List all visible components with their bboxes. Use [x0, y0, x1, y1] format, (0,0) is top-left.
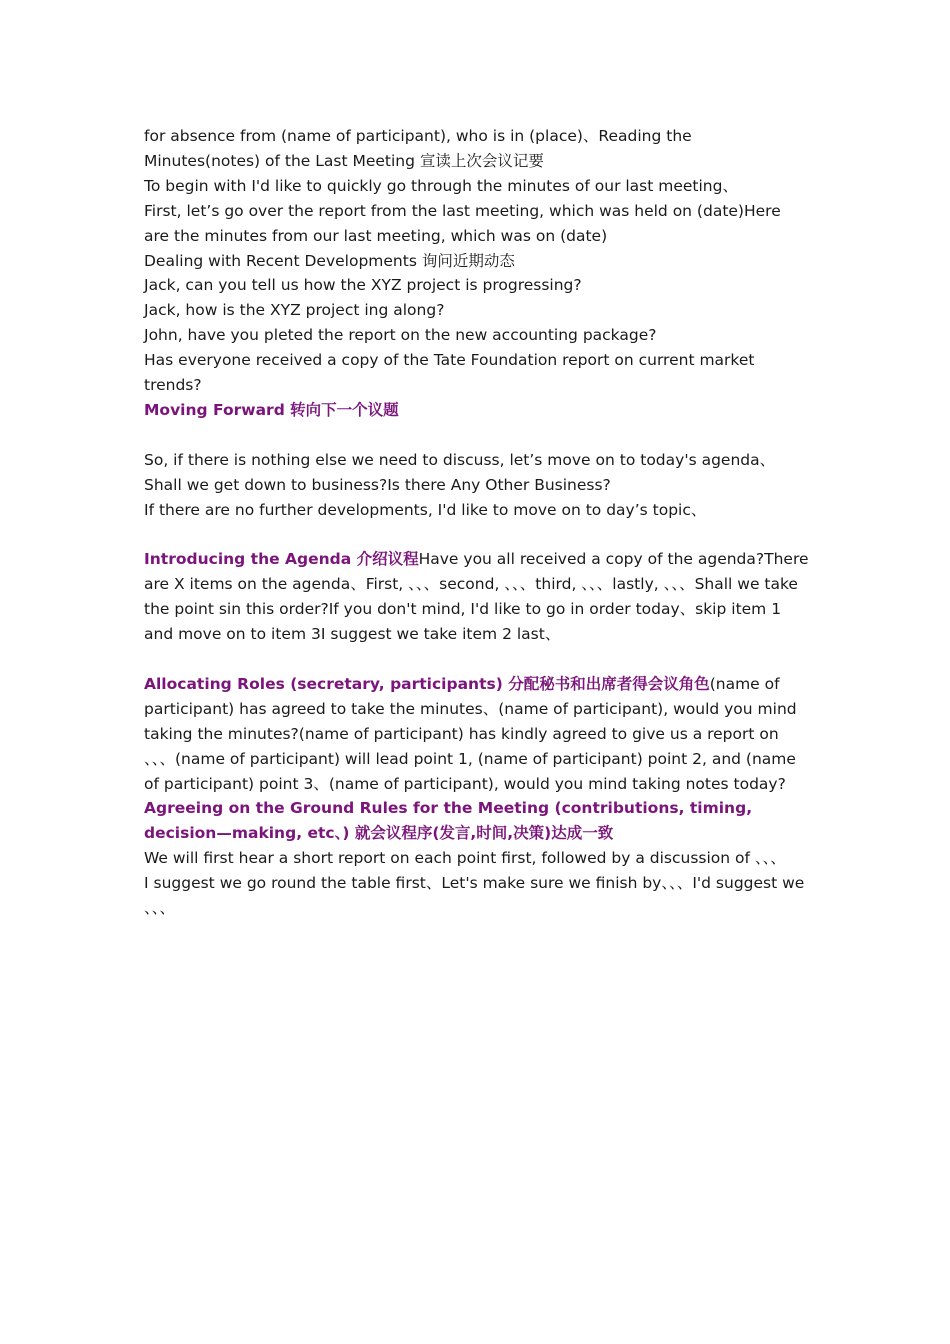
text-paragraph — [144, 547, 810, 647]
text-line: Has everyone received a copy of the Tate Foundation report on current market trends? — [144, 351, 755, 395]
blank-line — [144, 423, 810, 448]
text-line: Jack, can you tell us how the XYZ project is progressing? — [144, 276, 582, 295]
text-line: To begin with I'd like to quickly go through the minutes of our last meeting、 — [144, 176, 738, 195]
text-line: If there are no further developments, I'd like to move on to day’s topic、 — [144, 500, 707, 519]
text-line: Jack, how is the XYZ project ing along? — [144, 301, 445, 320]
section-heading: Agreeing on the Ground Rules for the Meeting (contributions, timing, decision—making, etc、) 就会议程序(发言,时间,决策)达成一致 — [144, 799, 753, 843]
text-line: First, let’s go over the report from the last meeting, which was held on (date)Here are the minutes from our last meeting, which was on (date) — [144, 201, 781, 245]
text-line: We will first hear a short report on each point first, followed by a discussion of 、、、 — [144, 849, 786, 868]
text-line: (name of participant) has agreed to take the minutes、(name of participant), would you mind taking the minutes?(name of participant) has kindly agreed to give us a report on 、、、(name of participant) will lead point 1, (name of participant) point 2, and (name of participant) point 3、(name of participant), would you mind taking notes today? — [144, 674, 797, 793]
text-line: I suggest we go round the table first、Let's make sure we finish by、、、I'd suggest we 、、、 — [144, 874, 805, 918]
text-line: John, have you pleted the report on the new accounting package? — [144, 326, 657, 345]
blank-line — [144, 647, 810, 672]
text-line: Dealing with Recent Developments 询问近期动态 — [144, 251, 515, 270]
text-line: for absence from (name of participant), who is in (place)、Reading the Minutes(notes) of the Last Meeting 宣读上次会议记要 — [144, 127, 692, 170]
section-heading: Introducing the Agenda 介绍议程 — [144, 550, 419, 569]
text-line: So, if there is nothing else we need to discuss, let’s move on to today's agenda、Shall we get down to business?Is there Any Other Business? — [144, 450, 776, 494]
blank-line — [144, 522, 810, 547]
section-heading: Allocating Roles (secretary, participants) 分配秘书和出席者得会议角色 — [144, 674, 710, 693]
text-paragraph — [144, 672, 810, 797]
text-line: Have you all received a copy of the agenda?There are X items on the agenda、First, 、、、second, 、、、third, 、、、lastly, 、、、Shall we take the point sin this order?If you don't mind, I'd like to go in order today、skip item 1 and move on to item 3I suggest we take item 2 last、 — [144, 550, 809, 644]
document-page — [144, 124, 810, 921]
section-heading: Moving Forward 转向下一个议题 — [144, 400, 399, 419]
